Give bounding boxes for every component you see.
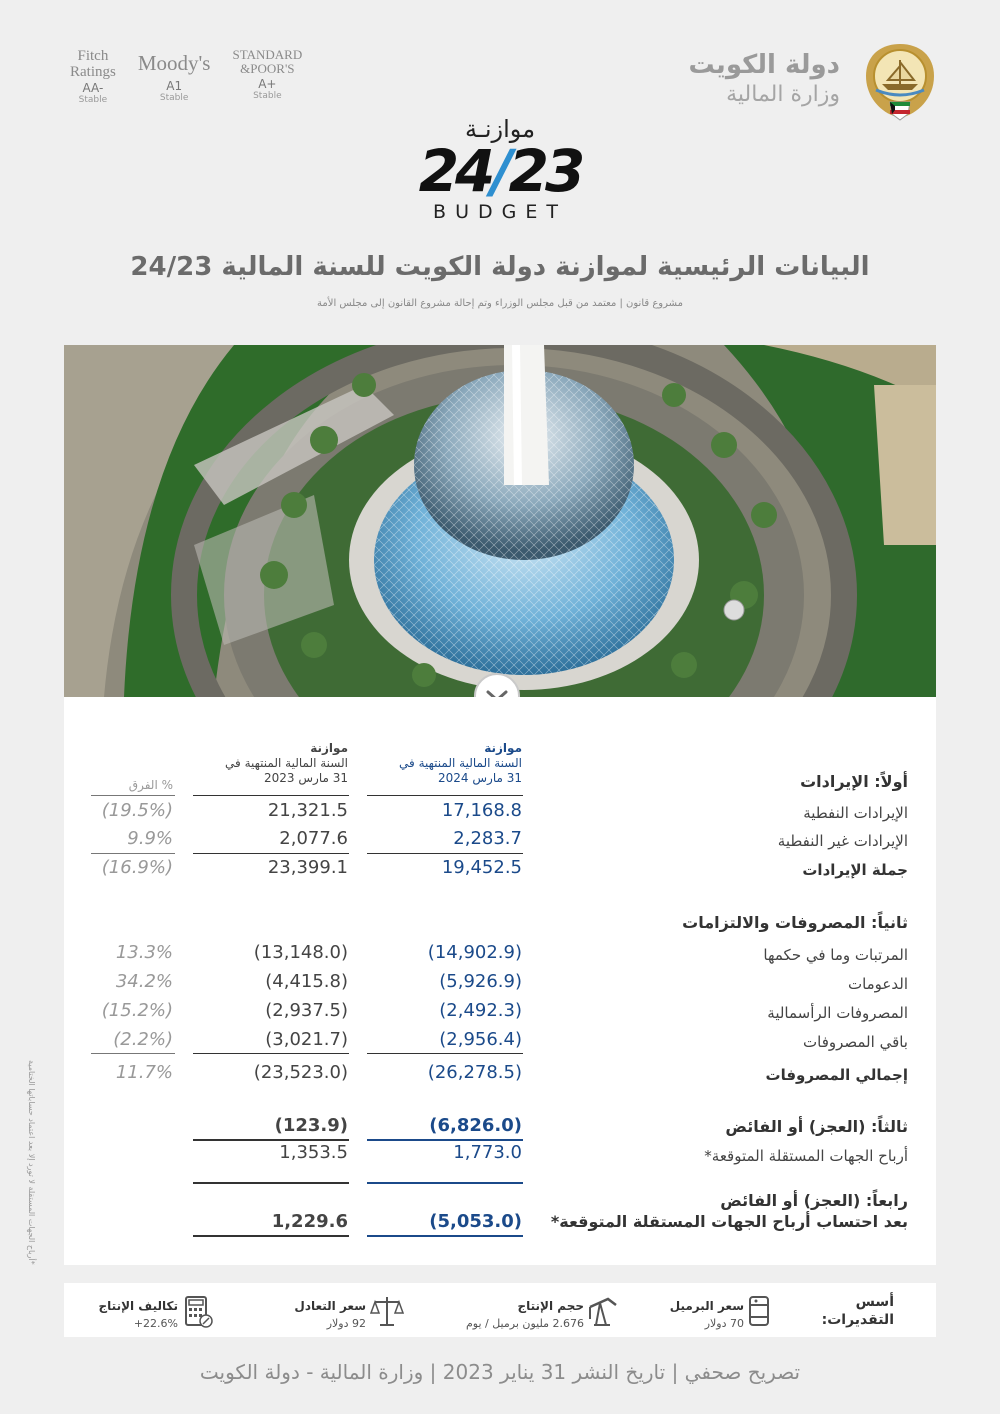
row-capital-diff: (15.2%) <box>101 1000 173 1021</box>
rule-exp-24 <box>367 1053 523 1054</box>
row-total-rev-2023: 23,399.1 <box>267 857 348 878</box>
assumptions-title-line1: أسس <box>855 1294 894 1310</box>
aerial-photo-illustration <box>64 345 936 697</box>
row-total-rev-label: جملة الإيرادات <box>802 861 908 879</box>
moodys-logo: Moody's <box>137 51 211 75</box>
col-header-budget23-sub: السنة المالية المنتهية في <box>225 756 348 770</box>
state-name: دولة الكويت <box>688 50 840 80</box>
col-header-budget24-sub: السنة المالية المنتهية في <box>399 756 522 770</box>
row-profits-2024: 1,773.0 <box>453 1142 522 1163</box>
rule-deficit-23 <box>193 1139 349 1141</box>
row-capital-label: المصروفات الرأسمالية <box>767 1004 908 1022</box>
row-oil-2024: 17,168.8 <box>441 800 522 821</box>
page-subtitle: مشروع قانون | معتمد من قبل مجلس الوزراء وتم إحالة مشروع القانون إلى مجلس الأمة <box>317 298 683 309</box>
col-header-diff: % الفرق <box>128 778 173 792</box>
budget-logo-english: BUDGET <box>433 201 567 223</box>
page-title: البيانات الرئيسية لموازنة دولة الكويت للسنة المالية 24/23 <box>130 252 870 282</box>
row-subsidies-2024: (5,926.9) <box>439 971 522 992</box>
rule-exp-diff <box>91 1053 175 1054</box>
sp-grade: A+ <box>258 77 277 91</box>
rule-deficit-24 <box>367 1139 523 1141</box>
row-nonoil-2023: 2,077.6 <box>279 828 348 849</box>
balance-scale-icon <box>370 1293 404 1329</box>
rule-exp-23 <box>193 1053 349 1054</box>
row-deficit-2024: (6,826.0) <box>429 1115 522 1136</box>
rule-deficit-after-23 <box>193 1235 349 1237</box>
breakeven-value: 92 دولار <box>326 1317 366 1330</box>
moodys-rating <box>138 48 211 105</box>
production-label: حجم الإنتاج <box>517 1299 584 1313</box>
row-salaries-label: المرتبات وما في حكمها <box>763 946 908 964</box>
budget-logo <box>415 115 585 223</box>
credit-ratings <box>70 48 302 105</box>
assumption-barrel <box>636 1291 776 1331</box>
barrel-label: سعر البرميل <box>669 1299 744 1313</box>
assumptions-bar <box>64 1283 936 1337</box>
barrel-value: 70 دولار <box>704 1317 744 1330</box>
budget-year-left: 24 <box>418 137 492 205</box>
row-oil-2023: 21,321.5 <box>267 800 348 821</box>
fitch-rating <box>70 48 116 105</box>
row-other-label: باقي المصروفات <box>803 1033 908 1051</box>
row-total-exp-2024: (26,278.5) <box>427 1062 522 1083</box>
page-footer: تصريح صحفي | تاريخ النشر 31 يناير 2023 | وزارة المالية - دولة الكويت <box>199 1360 801 1384</box>
rule-profits-23 <box>193 1182 349 1184</box>
row-subsidies-2023: (4,415.8) <box>265 971 348 992</box>
assumption-costs <box>94 1291 214 1331</box>
header-rule-diff <box>91 795 175 796</box>
row-profits-2023: 1,353.5 <box>279 1142 348 1163</box>
assumption-production <box>430 1291 620 1331</box>
row-other-2024: (2,956.4) <box>439 1029 522 1050</box>
row-total-rev-2024: 19,452.5 <box>441 857 522 878</box>
row-nonoil-2024: 2,283.7 <box>453 828 522 849</box>
kuwait-towers-photo <box>64 345 936 697</box>
budget-table <box>64 697 936 1265</box>
row-deficit-2023: (123.9) <box>274 1115 348 1136</box>
row-salaries-diff: 13.3% <box>115 942 173 963</box>
rule-deficit-after-24 <box>367 1235 523 1237</box>
row-capital-2023: (2,937.5) <box>265 1000 348 1021</box>
budget-year-slash: / <box>491 137 509 205</box>
sp-rating <box>232 48 302 105</box>
side-footnote: *أرباح الجهات المستقلة لا تورد إلا بعد اعتماد حساباتها الختامية <box>27 1060 36 1265</box>
fitch-grade: AA- <box>82 81 104 95</box>
row-total-exp-2023: (23,523.0) <box>253 1062 348 1083</box>
sp-logo: STANDARD &POOR'S <box>232 47 303 76</box>
row-total-exp-label: إجمالي المصروفات <box>765 1066 908 1084</box>
row-total-rev-diff: (16.9%) <box>101 857 173 878</box>
budget-logo-arabic: موازنـة <box>464 115 536 143</box>
assumptions-title-line2: التقديرات: <box>821 1312 894 1328</box>
row-nonoil-label: الإيرادات غير النفطية <box>777 832 908 850</box>
section-deficit-after-1: رابعاً: (العجز) أو الفائض <box>720 1191 908 1210</box>
rule-rev-23 <box>193 853 349 854</box>
sp-outlook: Stable <box>253 91 282 101</box>
row-profits-label: أرباح الجهات المستقلة المتوقعة* <box>704 1147 908 1165</box>
header-rule-24 <box>367 795 523 796</box>
section-revenues: أولاً: الإيرادات <box>800 772 908 791</box>
oil-pump-icon <box>586 1293 620 1329</box>
production-value: 2.676 مليون برميل / يوم <box>465 1317 584 1330</box>
section-deficit: ثالثاً: (العجز) أو الفائض <box>725 1117 908 1136</box>
row-subsidies-diff: 34.2% <box>115 971 173 992</box>
rule-profits-24 <box>367 1182 523 1184</box>
assumptions-title <box>822 1293 894 1329</box>
calculator-icon <box>180 1293 214 1329</box>
row-subsidies-label: الدعومات <box>847 975 908 993</box>
col-header-budget23-title: موازنة <box>310 741 348 755</box>
breakeven-label: سعر التعادل <box>294 1299 366 1313</box>
budget-logo-year <box>415 137 585 205</box>
row-total-exp-diff: 11.7% <box>115 1062 173 1083</box>
row-deficit-after-2023: 1,229.6 <box>271 1211 348 1232</box>
oil-barrel-icon <box>742 1293 776 1329</box>
row-nonoil-diff: 9.9% <box>127 828 173 849</box>
costs-value: +22.6% <box>133 1317 178 1330</box>
col-header-budget24-date: 31 مارس 2024 <box>438 771 522 785</box>
row-salaries-2023: (13,148.0) <box>253 942 348 963</box>
kuwait-emblem-icon <box>860 40 940 122</box>
row-capital-2024: (2,492.3) <box>439 1000 522 1021</box>
fitch-outlook: Stable <box>78 95 108 105</box>
budget-year-right: 23 <box>508 137 582 205</box>
section-expenses: ثانياً: المصروفات والالتزامات <box>682 913 908 932</box>
moodys-grade: A1 <box>166 79 183 93</box>
col-header-budget23-date: 31 مارس 2023 <box>264 771 348 785</box>
costs-label: تكاليف الإنتاج <box>98 1299 178 1313</box>
col-header-budget24 <box>399 741 522 786</box>
section-deficit-after-2: بعد احتساب أرباح الجهات المستقلة المتوقعة* <box>550 1212 908 1231</box>
row-salaries-2024: (14,902.9) <box>427 942 522 963</box>
row-oil-label: الإيرادات النفطية <box>803 804 908 822</box>
row-oil-diff: (19.5%) <box>101 800 173 821</box>
assumption-breakeven <box>254 1291 404 1331</box>
header-rule-23 <box>193 795 349 796</box>
fitch-logo: Fitch Ratings <box>70 48 116 80</box>
row-other-2023: (3,021.7) <box>265 1029 348 1050</box>
moodys-outlook: Stable <box>159 93 189 103</box>
rule-rev-diff <box>91 853 175 854</box>
row-deficit-after-2024: (5,053.0) <box>429 1211 522 1232</box>
rule-rev-24 <box>367 853 523 854</box>
col-header-budget24-title: موازنة <box>484 741 522 755</box>
row-other-diff: (2.2%) <box>113 1029 173 1050</box>
ministry-name: وزارة المالية <box>726 82 840 107</box>
state-header <box>689 50 840 107</box>
col-header-budget23 <box>225 741 348 786</box>
